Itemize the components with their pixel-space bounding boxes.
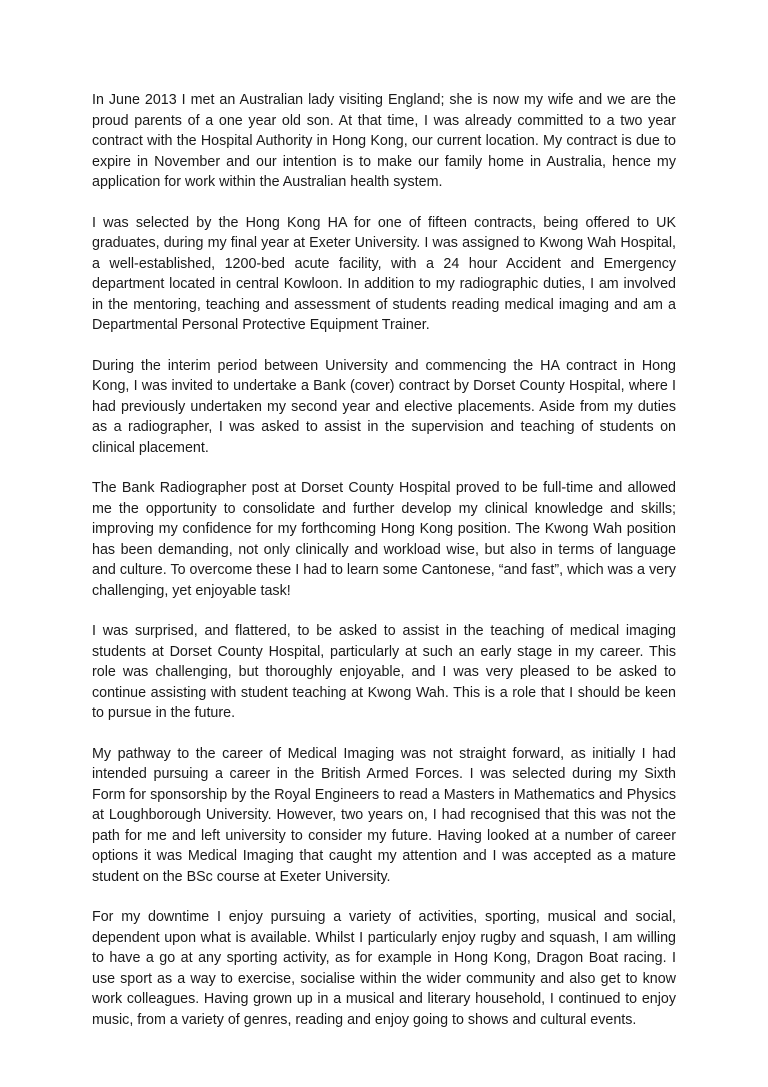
paragraph-teaching: I was surprised, and flattered, to be asked to assist in the teaching of medical imaging students at Dorset County Hospital, particularly at such an early stage in my career. This role was challenging, but thoroughly enjoyable, and I was very pleased to be asked to continue assisting with student teaching at Kwong Wah. This is a role that I should be keen to pursue in the future. xyxy=(92,623,676,721)
paragraph-intro: In June 2013 I met an Australian lady visiting England; she is now my wife and we are the proud parents of a one year old son. At that time, I was already committed to a two year contract with the Hospital Authority in Hong Kong, our current location. My contract is due to expire in November and our intention is to make our family home in Australia, hence my application for work within the Australian health system. xyxy=(92,92,676,190)
paragraph-hong-kong-contract: I was selected by the Hong Kong HA for one of fifteen contracts, being offered to UK graduates, during my final year at Exeter University. I was assigned to Kwong Wah Hospital, a well-established, 1200-bed acute facility, with a 24 hour Accident and Emergency department located in central Kowloon. In addition to my radiographic duties, I am involved in the mentoring, teaching and assessment of students reading medical imaging and am a Departmental Personal Protective Equipment Trainer. xyxy=(92,214,676,333)
paragraph-career-pathway: My pathway to the career of Medical Imaging was not straight forward, as initially I had intended pursuing a career in the British Armed Forces. I was selected during my Sixth Form for sponsorship by the Royal Engineers to read a Masters in Mathematics and Physics at Loughborough University. However, two years on, I had recognised that this was not the path for me and left university to consider my future. Having looked at a number of career options it was Medical Imaging that caught my attention and I was accepted as a mature student on the BSc course at Exeter University. xyxy=(92,745,676,885)
paragraph-bank-radiographer: The Bank Radiographer post at Dorset County Hospital proved to be full-time and allowed me the opportunity to consolidate and further develop my clinical knowledge and skills; improving my confidence for my forthcoming Hong Kong position. The Kwong Wah position has been demanding, not only clinically and workload wise, but also in terms of language and culture. To overcome these I had to learn some Cantonese, “and fast”, which was a very challenging, yet enjoyable task! xyxy=(92,480,676,599)
paragraph-interim-period: During the interim period between University and commencing the HA contract in Hong Kong, I was invited to undertake a Bank (cover) contract by Dorset County Hospital, where I had previously undertaken my second year and elective placements. Aside from my duties as a radiographer, I was asked to assist in the supervision and teaching of students on clinical placement. xyxy=(92,357,676,456)
document-body xyxy=(92,90,676,1050)
paragraph-downtime: For my downtime I enjoy pursuing a variety of activities, sporting, musical and social, dependent upon what is available. Whilst I particularly enjoy rugby and squash, I am willing to have a go at any sporting activity, as for example in Hong Kong, Dragon Boat racing. I use sport as a way to exercise, socialise within the wider community and also get to know work colleagues. Having grown up in a musical and literary household, I continued to enjoy music, from a variety of genres, reading and enjoy going to shows and cultural events. xyxy=(92,909,676,1028)
